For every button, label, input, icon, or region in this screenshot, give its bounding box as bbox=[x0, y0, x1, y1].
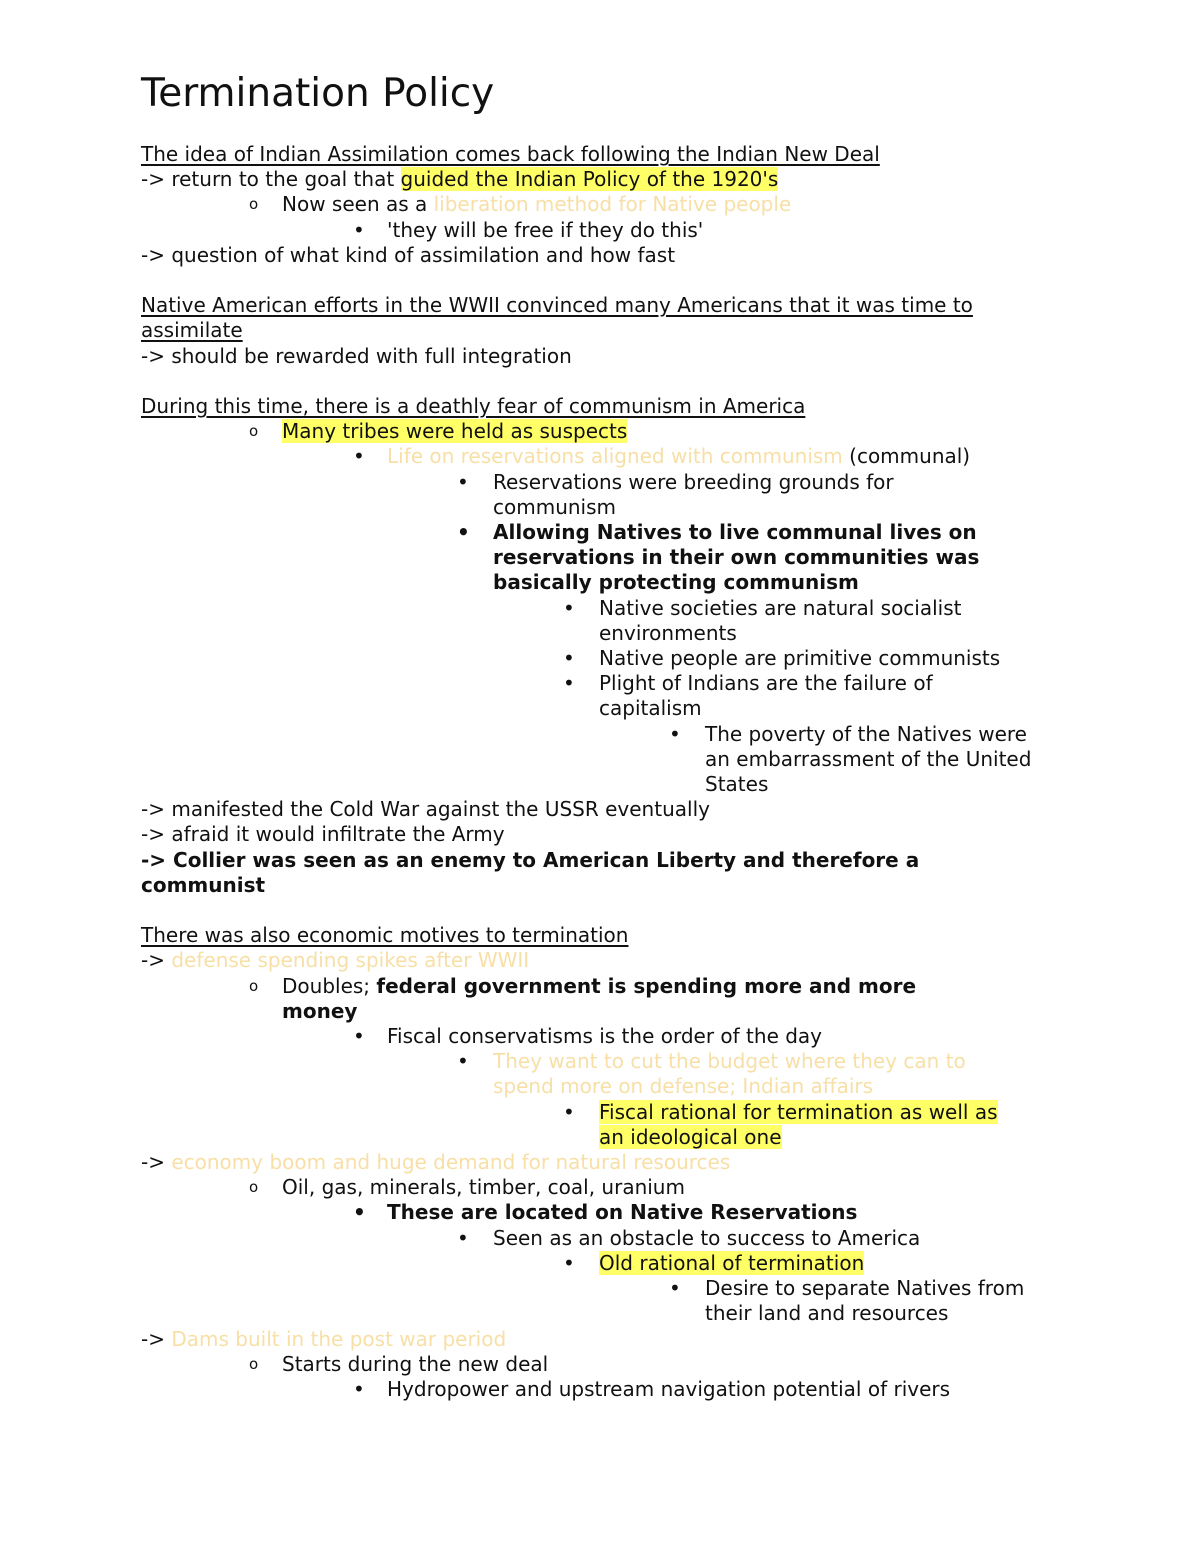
circle-bullet-icon: o bbox=[249, 1178, 259, 1197]
list-item bbox=[141, 1024, 1061, 1049]
list-item-cont: their land and resources bbox=[705, 1301, 949, 1326]
arrow-text: -> bbox=[141, 1326, 172, 1351]
circle-bullet-icon: o bbox=[249, 1354, 259, 1373]
faint-text: Life on reservations aligned with communism bbox=[387, 444, 843, 469]
section-heading: The idea of Indian Assimilation comes back following the Indian New Deal bbox=[141, 142, 880, 166]
highlighted-text: Many tribes were held as suspects bbox=[282, 419, 628, 444]
arrow-line: -> should be rewarded with full integration bbox=[141, 343, 572, 368]
arrow-line bbox=[141, 1327, 1061, 1352]
text: These are located on Native Reservations bbox=[387, 1200, 858, 1225]
bullet-icon: • bbox=[563, 671, 575, 696]
list-item-cont: an embarrassment of the United bbox=[705, 746, 1032, 771]
highlighted-text: Old rational of termination bbox=[599, 1250, 865, 1275]
bullet-icon: • bbox=[563, 646, 575, 671]
text: Native societies are natural socialist bbox=[599, 595, 962, 620]
bullet-icon: • bbox=[353, 1024, 365, 1049]
list-item bbox=[141, 1200, 1061, 1225]
list-item bbox=[141, 1251, 1061, 1276]
list-item bbox=[141, 722, 1061, 747]
text: -> return to the goal that bbox=[141, 167, 401, 192]
list-item bbox=[141, 596, 1061, 621]
arrow-line bbox=[141, 1150, 1061, 1175]
arrow-line bbox=[141, 948, 1061, 973]
list-item bbox=[141, 1276, 1061, 1301]
list-item-cont: communism bbox=[493, 494, 617, 519]
section-heading: Native American efforts in the WWII convinced many Americans that it was time to bbox=[141, 293, 973, 318]
list-item bbox=[141, 671, 1061, 696]
list-item bbox=[141, 520, 1061, 545]
arrow-text: -> bbox=[141, 1150, 172, 1175]
list-item bbox=[141, 192, 1061, 217]
section-heading-cont: assimilate bbox=[141, 318, 243, 343]
highlighted-text: Fiscal rational for termination as well as bbox=[599, 1099, 998, 1124]
text: Oil, gas, minerals, timber, coal, uranium bbox=[282, 1175, 685, 1200]
bullet-icon: • bbox=[457, 1225, 469, 1250]
text: Doubles; bbox=[282, 973, 377, 998]
list-item bbox=[141, 1175, 1061, 1200]
text: 'they will be free if they do this' bbox=[387, 217, 704, 242]
bullet-icon: • bbox=[563, 1250, 575, 1275]
section-heading: During this time, there is a deathly fear of communism in America bbox=[141, 394, 806, 418]
text: (communal) bbox=[842, 444, 971, 469]
arrow-line: -> Collier was seen as an enemy to American Liberty and therefore a bbox=[141, 847, 920, 872]
faint-text: economy boom and huge demand for natural resources bbox=[171, 1150, 731, 1175]
bullet-icon: • bbox=[353, 1200, 366, 1225]
circle-bullet-icon: o bbox=[249, 976, 259, 995]
list-item bbox=[141, 470, 1061, 495]
document-page bbox=[141, 70, 1061, 1402]
list-item-cont: capitalism bbox=[599, 696, 702, 721]
faint-text: They want to cut the budget where they can to bbox=[493, 1049, 966, 1074]
arrow-line: -> afraid it would infiltrate the Army bbox=[141, 822, 505, 847]
text: Native people are primitive communists bbox=[599, 646, 1001, 671]
list-item bbox=[141, 218, 1061, 243]
list-item bbox=[141, 419, 1061, 444]
bullet-icon: • bbox=[353, 217, 365, 242]
bullet-icon: • bbox=[669, 721, 681, 746]
arrow-line bbox=[141, 167, 1061, 192]
bullet-icon: • bbox=[353, 444, 365, 469]
text: The poverty of the Natives were bbox=[705, 721, 1027, 746]
bullet-icon: • bbox=[669, 1276, 681, 1301]
text: Seen as an obstacle to success to America bbox=[493, 1225, 921, 1250]
list-item bbox=[141, 444, 1061, 469]
bold-text: federal government is spending more and more bbox=[376, 973, 917, 998]
bullet-icon: • bbox=[457, 520, 470, 545]
text: Plight of Indians are the failure of bbox=[599, 671, 933, 696]
list-item bbox=[141, 1226, 1061, 1251]
highlighted-text: an ideological one bbox=[599, 1124, 782, 1149]
page-title: Termination Policy bbox=[141, 71, 495, 116]
section-heading: There was also economic motives to termination bbox=[141, 923, 629, 948]
circle-bullet-icon: o bbox=[249, 195, 259, 214]
list-item bbox=[141, 1352, 1061, 1377]
list-item bbox=[141, 646, 1061, 671]
list-item-cont: spend more on defense; Indian affairs bbox=[493, 1074, 874, 1099]
list-item-cont: reservations in their own communities was bbox=[493, 545, 980, 570]
list-item-cont bbox=[141, 1125, 1061, 1150]
highlighted-text: guided the Indian Policy of the 1920's bbox=[400, 167, 779, 192]
text: Now seen as a bbox=[282, 192, 434, 217]
list-item bbox=[141, 1377, 1061, 1402]
arrow-text: -> bbox=[141, 948, 172, 973]
list-item-cont: States bbox=[705, 772, 769, 797]
text: Allowing Natives to live communal lives on bbox=[493, 520, 977, 545]
arrow-line: -> question of what kind of assimilation and how fast bbox=[141, 242, 676, 267]
list-item-cont: environments bbox=[599, 620, 737, 645]
list-item-cont: basically protecting communism bbox=[493, 570, 859, 595]
faint-text: Dams built in the post war period bbox=[171, 1326, 507, 1351]
list-item bbox=[141, 1049, 1061, 1074]
bullet-icon: • bbox=[563, 1099, 575, 1124]
circle-bullet-icon: o bbox=[249, 422, 259, 441]
list-item bbox=[141, 974, 1061, 999]
bullet-icon: • bbox=[457, 469, 469, 494]
list-item-cont: money bbox=[282, 998, 358, 1023]
text: Hydropower and upstream navigation potential of rivers bbox=[387, 1376, 951, 1401]
text: Reservations were breeding grounds for bbox=[493, 469, 894, 494]
list-item bbox=[141, 1100, 1061, 1125]
bullet-icon: • bbox=[457, 1049, 469, 1074]
faint-text: defense spending spikes after WWII bbox=[171, 948, 530, 973]
bullet-icon: • bbox=[563, 595, 575, 620]
arrow-line: -> manifested the Cold War against the USSR eventually bbox=[141, 797, 710, 822]
faint-text: liberation method for Native people bbox=[433, 192, 792, 217]
arrow-line-cont: communist bbox=[141, 872, 266, 897]
text: Starts during the new deal bbox=[282, 1351, 549, 1376]
text: Fiscal conservatisms is the order of the day bbox=[387, 1024, 823, 1049]
bullet-icon: • bbox=[353, 1376, 365, 1401]
text: Desire to separate Natives from bbox=[705, 1276, 1025, 1301]
